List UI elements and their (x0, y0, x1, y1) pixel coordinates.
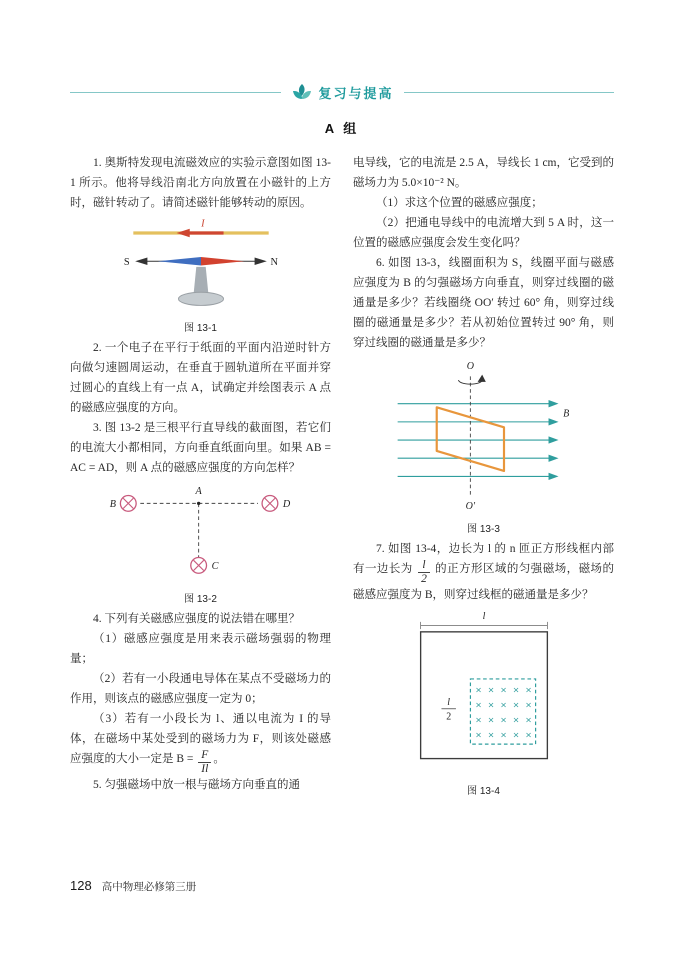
problem-7-text: 7. 如图 13-4，边长为 l 的 n 匝正方形线框内部有一边长为 (353, 543, 614, 575)
svg-text:×: × (487, 699, 494, 710)
two-column-body (70, 153, 614, 801)
svg-text:×: × (499, 729, 507, 740)
coil (436, 407, 503, 471)
figure-13-1 (70, 218, 331, 334)
wire-b-into-page-symbol (120, 496, 136, 512)
left-column (70, 153, 331, 801)
section-header (70, 80, 614, 104)
figure-13-4-caption: 图 13-4 (467, 786, 500, 798)
svg-text:×: × (524, 699, 532, 710)
review-badge (281, 83, 404, 102)
side-length-label: l (482, 611, 485, 623)
dimension-line (420, 622, 547, 629)
half-length-fraction (441, 698, 455, 723)
svg-text:2: 2 (445, 712, 451, 724)
point-a-dot (197, 502, 200, 505)
fraction-f-over-il: $\frac{F}{Il}$ (198, 749, 211, 775)
axis-o-prime-label: O′ (465, 501, 475, 513)
problem-4-intro: 4. 下列有关磁感应强度的说法错在哪里？ (93, 613, 300, 625)
problem-3: 3. 图 13-2 是三根平行直导线的截面图，若它们的电流大小都相同，方向垂直纸面向里。如果 AB = AC = AD，则 A 点的磁感应强度的方向怎样？ (70, 422, 331, 474)
field-arrow-icons (548, 400, 558, 480)
svg-text:×: × (487, 714, 494, 725)
rotation-arrowhead-icon (477, 375, 485, 382)
svg-text:×: × (512, 699, 519, 710)
compass-needle (135, 257, 267, 265)
svg-text:×: × (474, 714, 482, 725)
current-label: I (200, 218, 205, 230)
svg-text:×: × (499, 699, 507, 710)
svg-text:l: l (446, 697, 450, 709)
svg-text:×: × (524, 684, 532, 695)
wire-frame-square (420, 632, 547, 759)
book-title: 高中物理必修第三册 (101, 881, 197, 893)
figure-13-2-caption: 图 13-2 (184, 594, 217, 605)
oersted-experiment-figure (116, 218, 286, 312)
current-arrow-icon (176, 229, 189, 237)
svg-text:×: × (524, 729, 532, 740)
svg-text:×: × (474, 699, 482, 710)
svg-text:×: × (524, 714, 532, 725)
figure-13-3-caption: 图 13-3 (467, 524, 500, 535)
current-wire (133, 229, 268, 237)
header-rule-left (70, 92, 281, 93)
page-number: 128 (70, 878, 92, 893)
wire-d-label: D (282, 499, 291, 511)
field-lines (397, 404, 549, 477)
problem-5-continued: 电导线，它的电流是 2.5 A，导线长 1 cm，它受到的磁场力为 5.0×10⁻² N。 (353, 157, 614, 189)
field-into-page-grid (475, 685, 532, 740)
fraction-l-over-2: $\frac{l}{2}$ (418, 559, 430, 585)
problem-5-item-2: （2）把通电导线中的电流增大到 5 A 时，这一位置的磁感应强度会发生变化吗？ (353, 217, 614, 249)
problem-2: 2. 一个电子在平行于纸面的平面内沿逆时针方向做匀速圆周运动，在垂直于圆轨道所在平面并穿过圆心的直线上有一点 A，试确定并绘图表示 A 点的磁感应强度的方向。 (70, 342, 331, 414)
compass-base (178, 267, 223, 306)
figure-13-2 (70, 483, 331, 605)
three-wires-cross-section-figure (103, 483, 298, 583)
rotating-coil-figure (384, 358, 584, 513)
figure-13-4 (353, 610, 614, 797)
wire-b-label: B (109, 499, 116, 511)
right-column (353, 153, 614, 801)
wire-c-into-page-symbol (191, 558, 207, 574)
svg-text:×: × (487, 684, 494, 695)
svg-text:×: × (512, 684, 519, 695)
page-footer (70, 878, 196, 894)
axis-o-label: O (466, 361, 474, 373)
series-logo-icon (291, 83, 313, 101)
wire-c-label: C (211, 561, 219, 573)
wire-d-into-page-symbol (262, 496, 278, 512)
header-rule-right (404, 92, 615, 93)
south-label: S (123, 257, 130, 268)
problem-1: 1. 奥斯特发现电流磁效应的实验示意图如图 13-1 所示。他将导线沿南北方向放置在小磁针的上方时，磁针转动了。请简述磁针能够转动的原因。 (70, 157, 331, 209)
problem-4-item-2: （2）若有一小段通电导体在某点不受磁场力的作用，则该点的磁感应强度一定为 0； (70, 673, 331, 705)
svg-text:×: × (474, 729, 482, 740)
figure-13-1-caption: 图 13-1 (184, 323, 217, 334)
square-frame-field-figure (398, 610, 570, 775)
problem-4-item-1: （1）磁感应强度是用来表示磁场强弱的物理量； (70, 633, 331, 665)
svg-text:×: × (487, 729, 494, 740)
svg-text:×: × (512, 714, 519, 725)
problem-6: 6. 如图 13-3，线圈面积为 S，线圈平面与磁感应强度为 B 的匀强磁场方向垂直，则穿过线圈的磁通量是多少？若线圈绕 OO′ 转过 60° 角，则穿过线圈的磁通量是多少？若从初始位置转过 90° 角，则穿过线圈的磁通量是多少？ (353, 257, 614, 349)
field-b-label: B (562, 408, 569, 420)
problem-5-item-1: （1）求这个位置的磁感应强度； (376, 197, 543, 209)
svg-text:×: × (474, 684, 482, 695)
review-badge-label: 复习与提高 (318, 85, 394, 101)
north-label: N (270, 257, 278, 268)
point-a-label: A (195, 486, 202, 498)
problem-4-item-3: （3）若有一小段长为 l、通以电流为 I 的导体，在磁场中某处受到的磁场力为 F，则该处磁感应强度的大小一定是 B = $\frac{F}{Il}$ 。 (70, 713, 331, 775)
problem-5-start: 5. 匀强磁场中放一根与磁场方向垂直的通 (93, 779, 300, 792)
svg-text:×: × (512, 729, 519, 740)
svg-text:×: × (499, 714, 507, 725)
problem-4-item-3-text: （3）若有一小段长为 l、通以电流为 I 的导体，在磁场中某处受到的磁场力为 F，则该处磁感应强度的大小一定是 B = (70, 713, 331, 765)
problem-7: 7. 如图 13-4，边长为 l 的 n 匝正方形线框内部有一边长为 $\frac{l}{2}$ 的正方形区域的匀强磁场，磁场的磁感应强度为 B，则穿过线框的磁通量是多少？ (353, 543, 615, 602)
group-title: A 组 (324, 121, 360, 136)
svg-text:×: × (499, 684, 507, 695)
figure-13-3 (353, 358, 614, 535)
